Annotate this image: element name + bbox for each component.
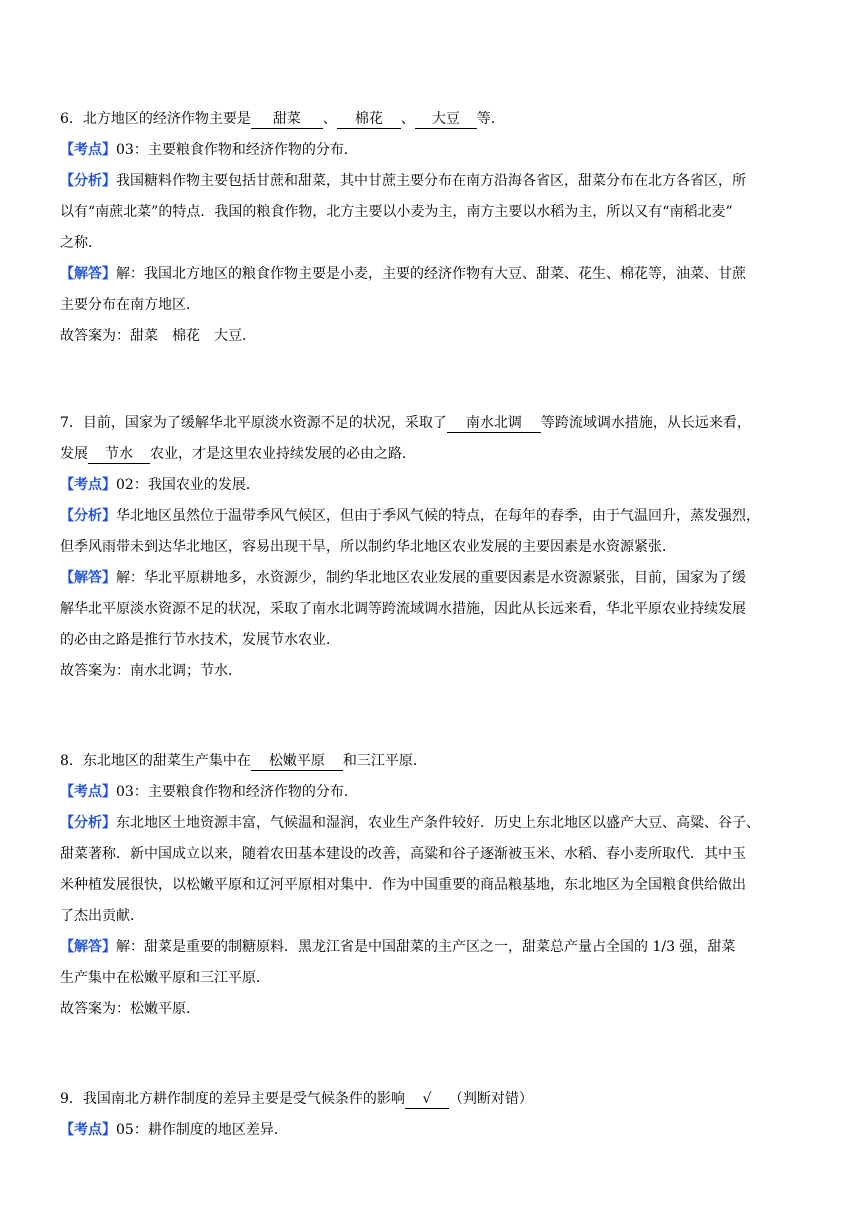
answer-blank: √ [405,1090,449,1109]
jieda-line: 的必由之路是推行节水技术，发展节水农业． [60,632,340,648]
fenxi-line: 【分析】华北地区虽然位于温带季风气候区，但由于季风气候的特点，在每年的春季，由于气温回升，蒸发强烈， [60,508,760,524]
kaodian-tag: 【考点】 [60,142,116,158]
answer-line: 故答案为：甜菜 棉花 大豆． [60,328,256,344]
jieda-tag: 【解答】 [60,570,116,586]
answer-blank: 棉花 [337,110,401,129]
answer-line: 故答案为：南水北调；节水． [60,663,242,679]
question-stem: 8．东北地区的甜菜生产集中在 松嫩平原 和三江平原． [60,753,427,769]
kaodian-tag: 【考点】 [60,477,116,493]
jieda-line: 主要分布在南方地区． [60,297,200,313]
fenxi-line: 米种植发展很快，以松嫩平原和辽河平原相对集中．作为中国重要的商品粮基地，东北地区为全国粮食供给做出 [60,877,746,893]
fenxi-line: 了杰出贡献． [60,908,144,924]
answer-blank: 南水北调 [447,414,541,433]
question-9 [60,1084,805,1146]
jieda-tag: 【解答】 [60,266,116,282]
fenxi-line: 甜菜著称．新中国成立以来，随着农田基本建设的改善，高粱和谷子逐渐被玉米、水稻、春小麦所取代．其中玉 [60,846,746,862]
jieda-line: 【解答】解：我国北方地区的粮食作物主要是小麦，主要的经济作物有大豆、甜菜、花生、棉花等，油菜、甘蔗 [60,266,746,282]
question-stem: 9．我国南北方耕作制度的差异主要是受气候条件的影响 √ （判断对错） [60,1091,533,1107]
question-stem: 发展 节水 农业，才是这里农业持续发展的必由之路． [60,446,416,462]
kaodian-line: 【考点】05：耕作制度的地区差异． [60,1122,288,1138]
fenxi-line: 【分析】我国糖料作物主要包括甘蔗和甜菜，其中甘蔗主要分布在南方沿海各省区，甜菜分布在北方各省区，所 [60,173,746,189]
kaodian-tag: 【考点】 [60,1122,116,1138]
fenxi-tag: 【分析】 [60,173,116,189]
question-stem: 6．北方地区的经济作物主要是 甜菜 、 棉花 、 大豆 等． [60,111,505,127]
question-7 [60,408,805,687]
kaodian-line: 【考点】02：我国农业的发展． [60,477,260,493]
answer-blank: 松嫩平原 [251,752,343,771]
jieda-line: 【解答】解：甜菜是重要的制糖原料．黑龙江省是中国甜菜的主产区之一，甜菜总产量占全国的 1/3 强，甜菜 [60,939,736,955]
answer-blank: 大豆 [415,110,477,129]
fenxi-tag: 【分析】 [60,815,116,831]
answer-blank: 节水 [88,445,150,464]
fenxi-line: 之称． [60,235,102,251]
question-stem: 7．目前，国家为了缓解华北平原淡水资源不足的状况，采取了 南水北调 等跨流域调水措施，从长远来看， [60,415,751,431]
kaodian-tag: 【考点】 [60,784,116,800]
question-6 [60,104,805,352]
answer-line: 故答案为：松嫩平原． [60,1001,200,1017]
kaodian-line: 【考点】03：主要粮食作物和经济作物的分布． [60,784,358,800]
fenxi-line: 但季风雨带未到达华北地区，容易出现干旱，所以制约华北地区农业发展的主要因素是水资源紧张． [60,539,676,555]
jieda-line: 【解答】解：华北平原耕地多，水资源少，制约华北地区农业发展的重要因素是水资源紧张，目前，国家为了缓 [60,570,746,586]
kaodian-line: 【考点】03：主要粮食作物和经济作物的分布． [60,142,358,158]
jieda-tag: 【解答】 [60,939,116,955]
fenxi-line: 以有“南蔗北菜”的特点．我国的粮食作物，北方主要以小麦为主，南方主要以水稻为主，所以又有“南稻北麦” [60,204,733,220]
jieda-line: 解华北平原淡水资源不足的状况，采取了南水北调等跨流域调水措施，因此从长远来看，华北平原农业持续发展 [60,601,746,617]
jieda-line: 生产集中在松嫩平原和三江平原． [60,970,270,986]
question-8 [60,746,805,1025]
fenxi-line: 【分析】东北地区土地资源丰富，气候温和湿润，农业生产条件较好．历史上东北地区以盛产大豆、高粱、谷子、 [60,815,760,831]
fenxi-tag: 【分析】 [60,508,116,524]
answer-blank: 甜菜 [251,110,323,129]
